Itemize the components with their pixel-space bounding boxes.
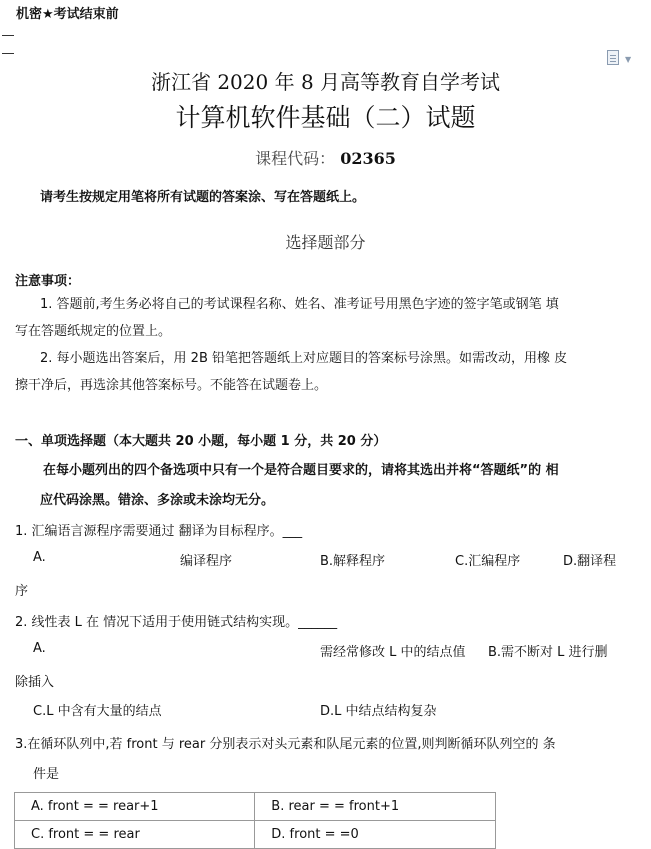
option-b: B.解释程序 — [320, 554, 386, 569]
option-a-label: A. — [33, 550, 46, 565]
chevron-down-icon[interactable]: ▼ — [625, 55, 632, 64]
part-description: 在每小题列出的四个备选项中只有一个是符合题目要求的，请将其选出并将“答题纸”的 相 — [43, 463, 559, 478]
margin-mark — [2, 53, 14, 54]
option-b: B. rear = = front+1 — [255, 793, 496, 821]
option-b: B.需不断对 L 进行删 — [488, 645, 608, 660]
exam-instruction: 请考生按规定用笔将所有试题的答案涂、写在答题纸上。 — [40, 190, 366, 205]
question-stem: 3.在循环队列中,若 front 与 rear 分别表示对头元素和队尾元素的位置,则判断循环队列空的 条 — [15, 737, 556, 752]
option-c: C.L 中含有大量的结点 — [33, 704, 162, 719]
table-row — [15, 821, 496, 849]
question-stem: 2. 线性表 L 在 情况下适用于使用链式结构实现。______ — [15, 615, 338, 630]
confidential-label: 机密★考试结束前 — [16, 7, 119, 22]
notice-item: 2. 每小题选出答案后，用 2B 铅笔把答题纸上对应题目的答案标号涂黑。如需改动，用橡 皮 — [40, 351, 568, 366]
exam-subject: 计算机软件基础（二）试题 — [175, 103, 476, 132]
part-description-cont: 应代码涂黑。错涂、多涂或未涂均无分。 — [40, 493, 275, 508]
options-table — [14, 792, 496, 849]
option-a: A. front = = rear+1 — [15, 793, 255, 821]
margin-mark — [2, 35, 14, 36]
course-code-label: 课程代码： — [255, 149, 336, 168]
document-icon[interactable] — [607, 50, 619, 65]
option-a: 编译程序 — [180, 554, 233, 569]
notice-item-cont: 擦干净后，再选涂其他答案标号。不能答在试题卷上。 — [15, 378, 328, 393]
option-d: D. front = =0 — [255, 821, 496, 849]
table-row — [15, 793, 496, 821]
option-d: D.翻译程 — [563, 554, 617, 569]
option-d-wrap: 序 — [15, 584, 29, 599]
section-title: 选择题部分 — [285, 233, 366, 252]
option-a-label: A. — [33, 641, 46, 656]
option-d: D.L 中结点结构复杂 — [320, 704, 437, 719]
option-b-wrap: 除插入 — [15, 675, 55, 690]
course-code-value: 02365 — [340, 149, 396, 168]
notice-heading: 注意事项： — [15, 274, 81, 289]
question-stem: 1. 汇编语言源程序需要通过 翻译为目标程序。___ — [15, 524, 303, 539]
option-c: C.汇编程序 — [455, 554, 521, 569]
question-stem-cont: 件是 — [33, 767, 60, 782]
course-code — [0, 146, 651, 169]
part-heading: 一、单项选择题（本大题共 20 小题，每小题 1 分，共 20 分） — [15, 434, 387, 449]
notice-item: 1. 答题前,考生务必将自己的考试课程名称、姓名、准考证号用黑色字迹的签字笔或钢笔 填 — [40, 297, 559, 312]
exam-title: 浙江省 2020 年 8 月高等教育自学考试 — [150, 70, 501, 94]
option-a: 需经常修改 L 中的结点值 — [320, 645, 466, 660]
notice-item-cont: 写在答题纸规定的位置上。 — [15, 324, 172, 339]
option-c: C. front = = rear — [15, 821, 255, 849]
